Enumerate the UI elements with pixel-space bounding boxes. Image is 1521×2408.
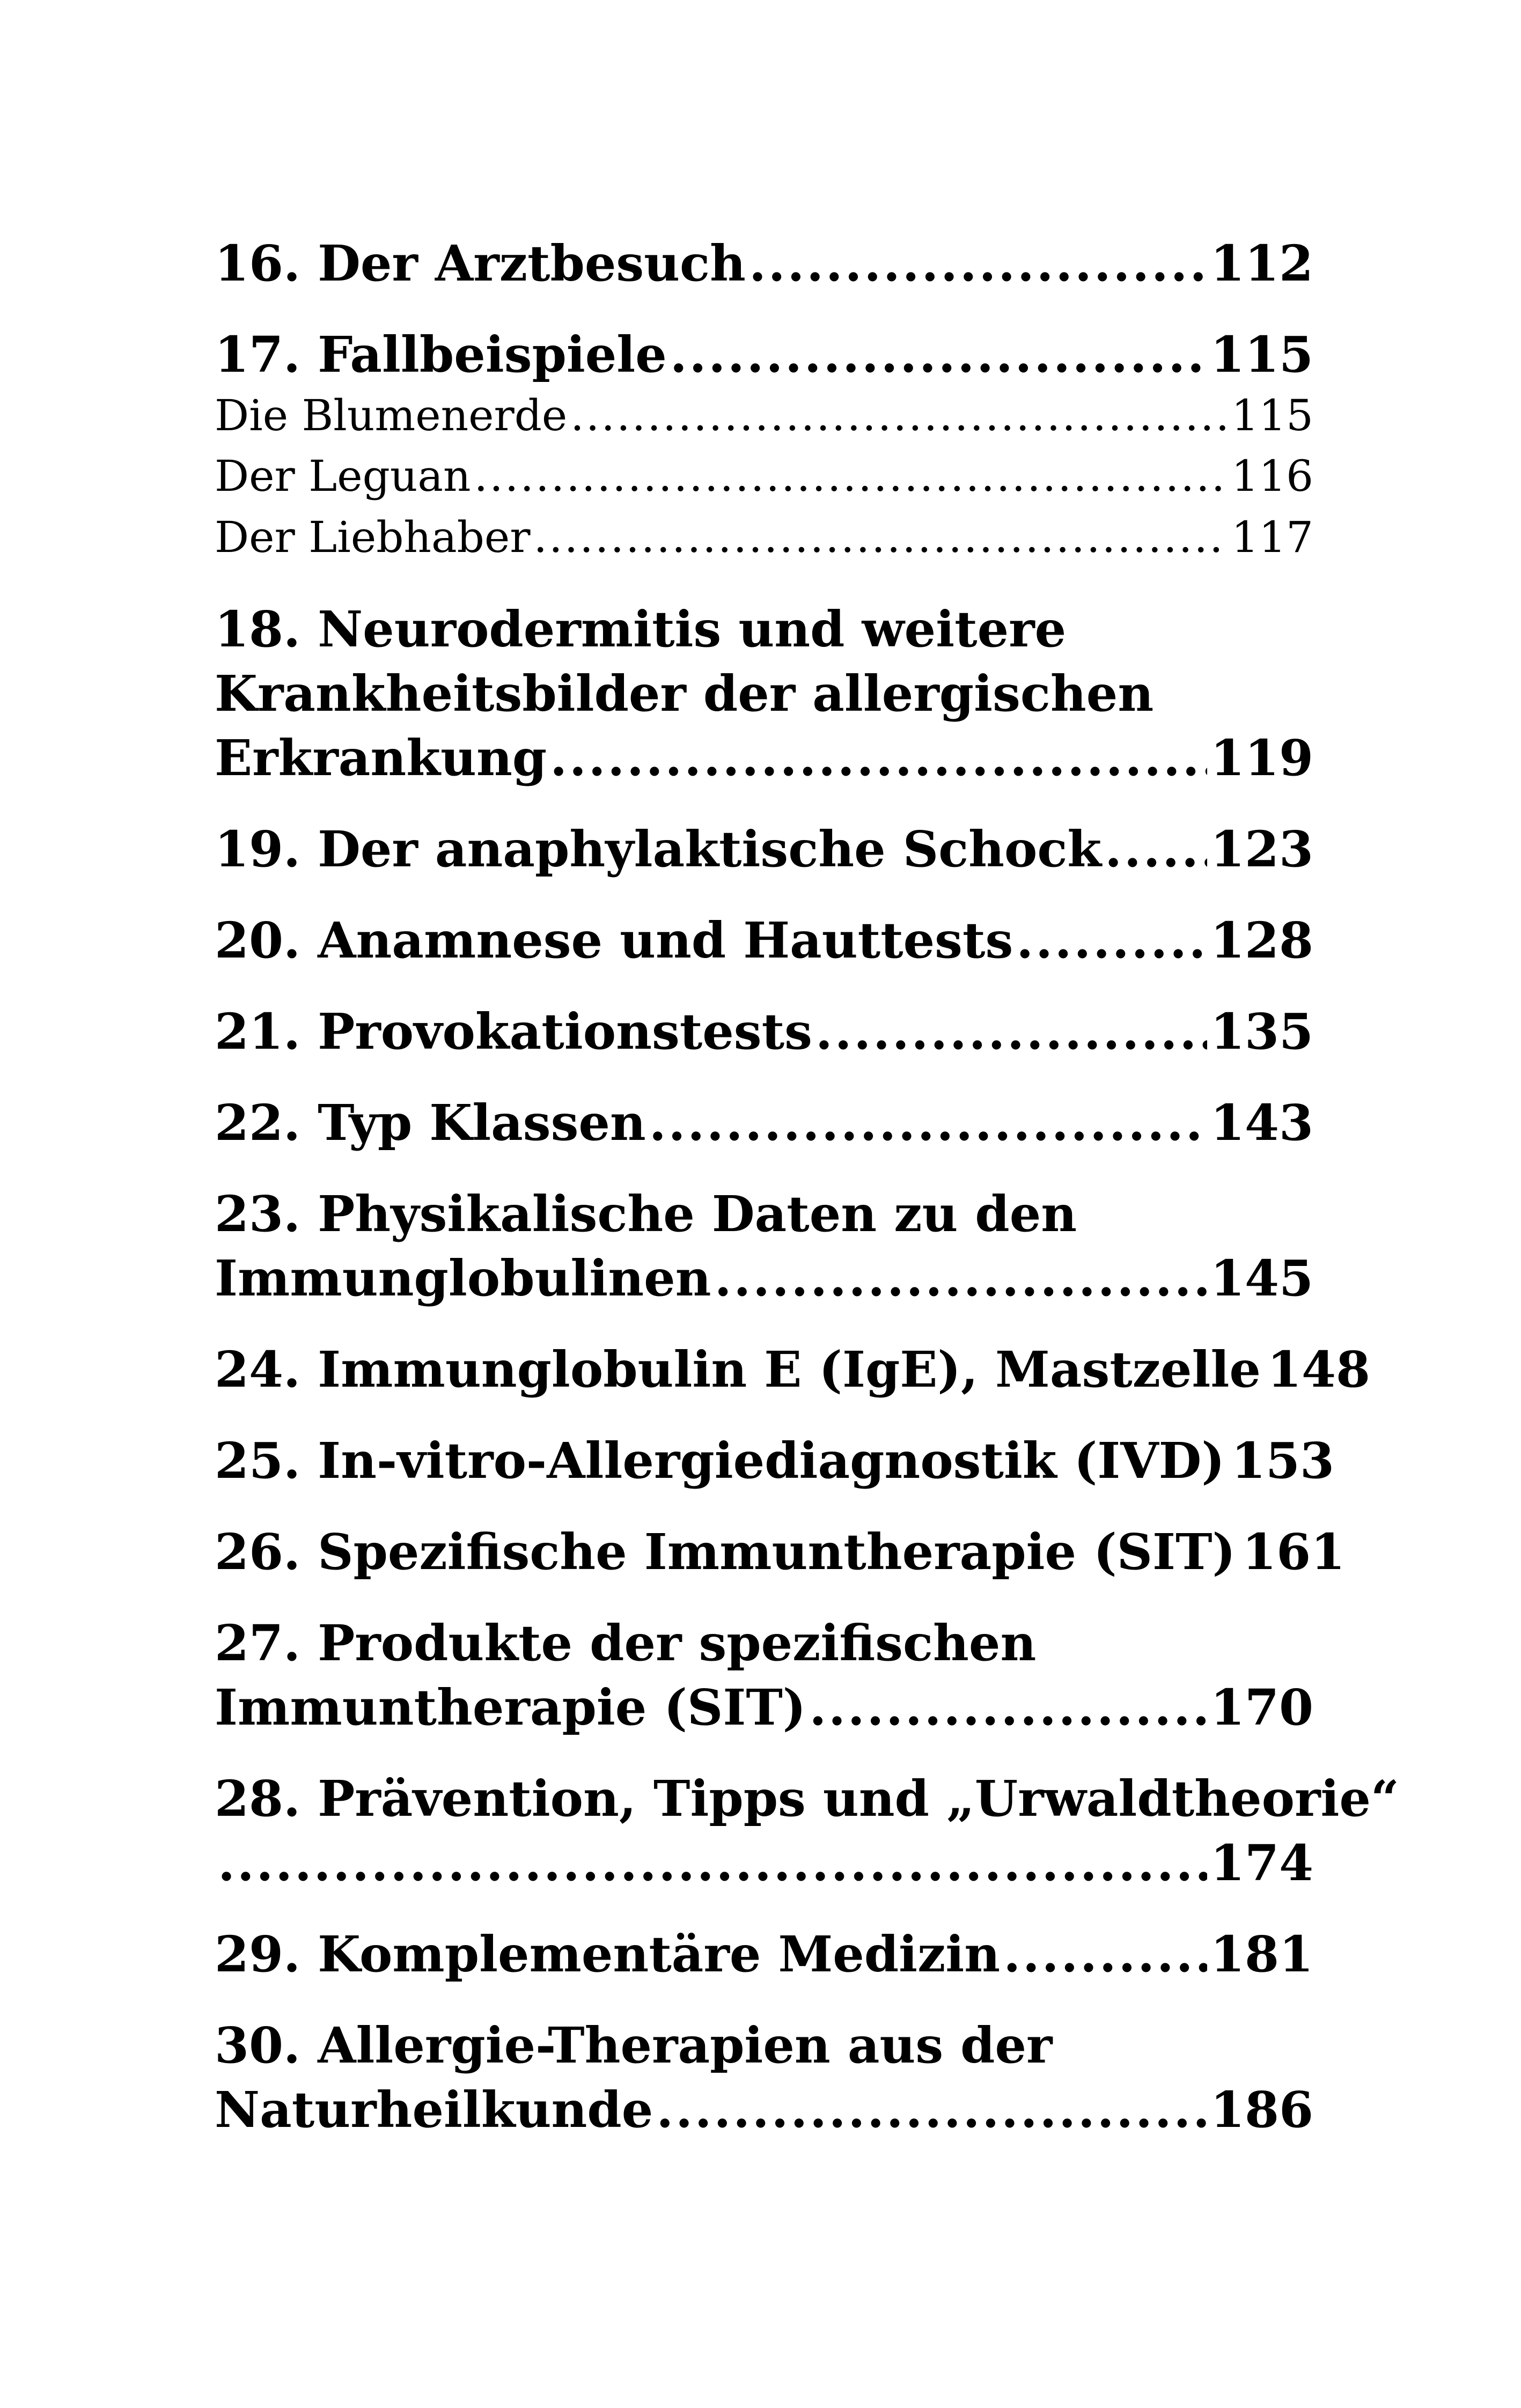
page-number: 112 (1210, 234, 1313, 292)
page-number: 135 (1210, 1003, 1313, 1061)
entry-title: 21. Provokationstests (215, 1003, 812, 1061)
dot-leader (815, 1007, 1207, 1056)
entry-title: 29. Komplementäre Medizin (215, 1925, 1001, 1983)
entry-title: Naturheilkunde (215, 2081, 653, 2139)
entry-title: Immuntherapie (SIT) (215, 1678, 806, 1736)
dot-leader (474, 455, 1229, 498)
dot-leader (749, 239, 1207, 288)
page-number: 153 (1231, 1432, 1334, 1490)
entry-title: Der Liebhaber (215, 512, 531, 562)
entry-title-line: 27. Produkte der spezifischen (215, 1614, 1037, 1672)
page-number: 145 (1210, 1249, 1313, 1307)
page-number: 181 (1210, 1925, 1313, 1983)
toc-entry-19 (215, 820, 1313, 878)
entry-title: 25. In-vitro-Allergiediagnostik (IVD) (215, 1432, 1225, 1490)
page-number: 148 (1267, 1341, 1371, 1398)
dot-leader (570, 394, 1228, 437)
toc-entry-29 (215, 1925, 1313, 1983)
dot-leader (715, 1254, 1207, 1303)
entry-title: 16. Der Arztbesuch (215, 234, 746, 292)
page-number: 117 (1231, 512, 1313, 562)
page-number: 161 (1242, 1523, 1346, 1581)
entry-title-line: 28. Prävention, Tipps und „Urwaldtheorie“ (215, 1770, 1399, 1828)
page-number: 116 (1231, 451, 1313, 501)
entry-title: Immunglobulinen (215, 1249, 711, 1307)
entry-title: Erkrankung (215, 729, 547, 787)
page-number: 174 (1210, 1834, 1313, 1892)
toc-entry-23 (215, 1249, 1313, 1307)
entry-title-line: Krankheitsbilder der allergischen (215, 665, 1154, 723)
toc-subentry-blumenerde (215, 391, 1313, 440)
dot-leader (1016, 916, 1207, 965)
toc-entry-20 (215, 911, 1313, 969)
entry-title-line: 18. Neurodermitis und weitere (215, 600, 1067, 658)
toc-entry-26 (215, 1523, 1346, 1581)
page-number: 143 (1210, 1094, 1313, 1152)
dot-leader (550, 733, 1207, 783)
dot-leader (670, 330, 1207, 379)
page-number: 123 (1210, 820, 1313, 878)
toc-entry-27 (215, 1678, 1313, 1736)
dot-leader (218, 1838, 1207, 1888)
entry-title: 22. Typ Klassen (215, 1094, 646, 1152)
page-number: 115 (1210, 326, 1313, 384)
toc-entry-24 (215, 1341, 1371, 1398)
toc-subentry-leguan (215, 451, 1313, 501)
toc-entry-22 (215, 1094, 1313, 1152)
toc-entry-18 (215, 729, 1313, 787)
entry-title: Der Leguan (215, 451, 471, 501)
dot-leader (1105, 824, 1207, 874)
entry-title-line: 23. Physikalische Daten zu den (215, 1185, 1077, 1243)
toc-entry-16 (215, 234, 1313, 292)
entry-title: 26. Spezifische Immuntherapie (SIT) (215, 1523, 1236, 1581)
entry-title-line: 30. Allergie-Therapien aus der (215, 2016, 1053, 2074)
page-number: 186 (1210, 2081, 1313, 2139)
entry-title: 24. Immunglobulin E (IgE), Mastzelle (215, 1341, 1261, 1398)
toc-subentry-liebhaber (215, 512, 1313, 562)
entry-title: 17. Fallbeispiele (215, 326, 667, 384)
toc-entry-21 (215, 1003, 1313, 1061)
toc-entry-30 (215, 2081, 1313, 2139)
page-number: 119 (1210, 729, 1313, 787)
page-number: 128 (1210, 911, 1313, 969)
dot-leader (649, 1098, 1207, 1147)
entry-title: 19. Der anaphylaktische Schock (215, 820, 1102, 878)
page-number: 170 (1210, 1678, 1313, 1736)
toc-entry-17 (215, 326, 1313, 384)
page-number: 115 (1231, 391, 1313, 440)
toc-entry-25 (215, 1432, 1334, 1490)
entry-title: 20. Anamnese und Hauttests (215, 911, 1013, 969)
toc-entry-28 (215, 1834, 1313, 1892)
entry-title: Die Blumenerde (215, 391, 568, 440)
dot-leader (1003, 1930, 1207, 1979)
dot-leader (809, 1683, 1207, 1732)
dot-leader (533, 516, 1228, 559)
dot-leader (656, 2085, 1207, 2134)
